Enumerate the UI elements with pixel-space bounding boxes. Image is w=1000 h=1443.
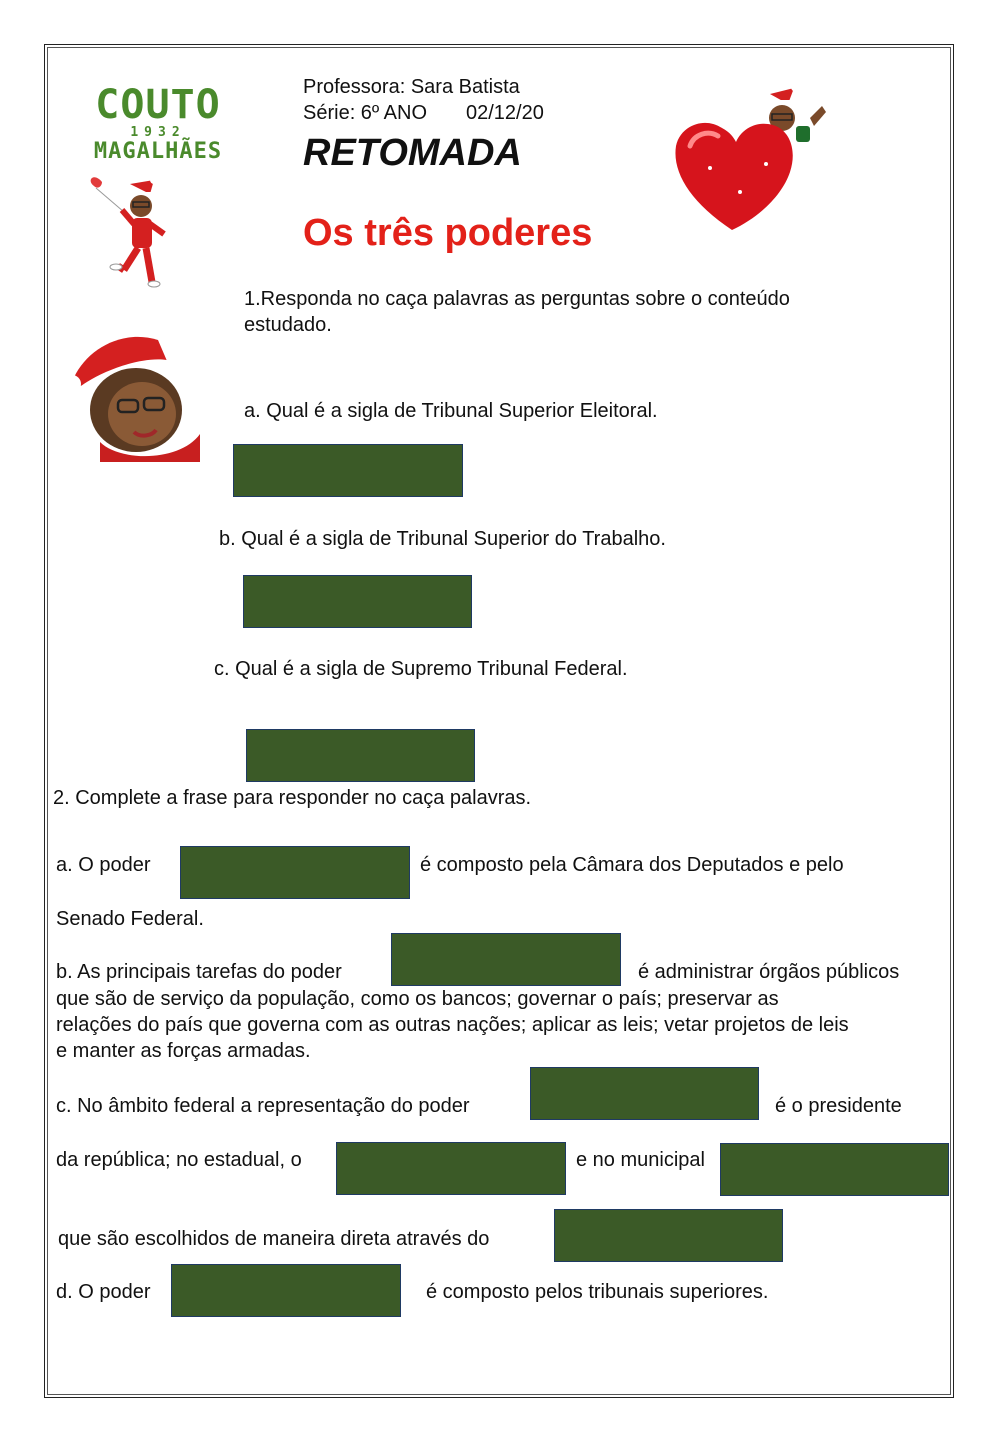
q2-c-suffix: é o presidente: [775, 1095, 902, 1117]
logo-name: COUTO: [95, 82, 221, 128]
q2-b-line3: relações do país que governa com as outras nações; aplicar as leis; vetar projetos de leis: [56, 1014, 849, 1036]
grade-label: Série: 6º ANO: [303, 102, 428, 124]
q2-b-prefix: b. As principais tarefas do poder: [56, 961, 342, 983]
q1-c-text: c. Qual é a sigla de Supremo Tribunal Federal.: [214, 658, 628, 680]
page-subtitle: Os três poderes: [303, 212, 593, 254]
q2-c-line2-prefix: da república; no estadual, o: [56, 1149, 302, 1171]
answer-box-q2c-voto[interactable]: [554, 1209, 783, 1262]
logo-year: 1932: [130, 125, 186, 140]
answer-box-q2c-estadual[interactable]: [336, 1142, 566, 1195]
q1-a-text: a. Qual é a sigla de Tribunal Superior Eleitoral.: [244, 400, 658, 422]
answer-box-q2d[interactable]: [171, 1264, 401, 1317]
q2-c-prefix: c. No âmbito federal a representação do poder: [56, 1095, 470, 1117]
q2-c-line3: que são escolhidos de maneira direta através do: [58, 1228, 490, 1250]
q2-b-line2: que são de serviço da população, como os bancos; governar o país; preservar as: [56, 988, 779, 1010]
date-label: 02/12/20: [466, 102, 544, 124]
answer-box-q1b[interactable]: [243, 575, 472, 628]
q2-a-line2: Senado Federal.: [56, 908, 204, 930]
running-avatar-illustration: [84, 172, 184, 292]
q2-a-suffix: é composto pela Câmara dos Deputados e pelo: [420, 854, 844, 876]
q2-d-suffix: é composto pelos tribunais superiores.: [426, 1281, 769, 1303]
answer-box-q1c[interactable]: [246, 729, 475, 782]
q1-intro-line1: 1.Responda no caça palavras as perguntas sobre o conteúdo: [244, 288, 790, 310]
answer-box-q2c-federal[interactable]: [530, 1067, 759, 1120]
q2-c-line2-middle: e no municipal: [576, 1149, 705, 1171]
answer-box-q2a[interactable]: [180, 846, 410, 899]
q2-b-line4: e manter as forças armadas.: [56, 1040, 311, 1062]
q1-intro-line2: estudado.: [244, 314, 332, 336]
teacher-name: Professora: Sara Batista: [303, 76, 520, 98]
q2-d-prefix: d. O poder: [56, 1281, 151, 1303]
q2-a-prefix: a. O poder: [56, 854, 151, 876]
q2-intro: 2. Complete a frase para responder no caça palavras.: [53, 787, 532, 809]
q1-b-text: b. Qual é a sigla de Tribunal Superior do Trabalho.: [219, 528, 666, 550]
answer-box-q1a[interactable]: [233, 444, 463, 497]
answer-box-q2c-municipal[interactable]: [720, 1143, 949, 1196]
q2-b-suffix: é administrar órgãos públicos: [638, 961, 900, 983]
answer-box-q2b[interactable]: [391, 933, 621, 986]
avatar-face-illustration: [60, 322, 205, 462]
page-title: RETOMADA: [303, 132, 522, 174]
school-logo: [88, 84, 228, 165]
heart-avatar-illustration: [670, 72, 840, 248]
logo-subname: MAGALHÃES: [93, 139, 223, 164]
